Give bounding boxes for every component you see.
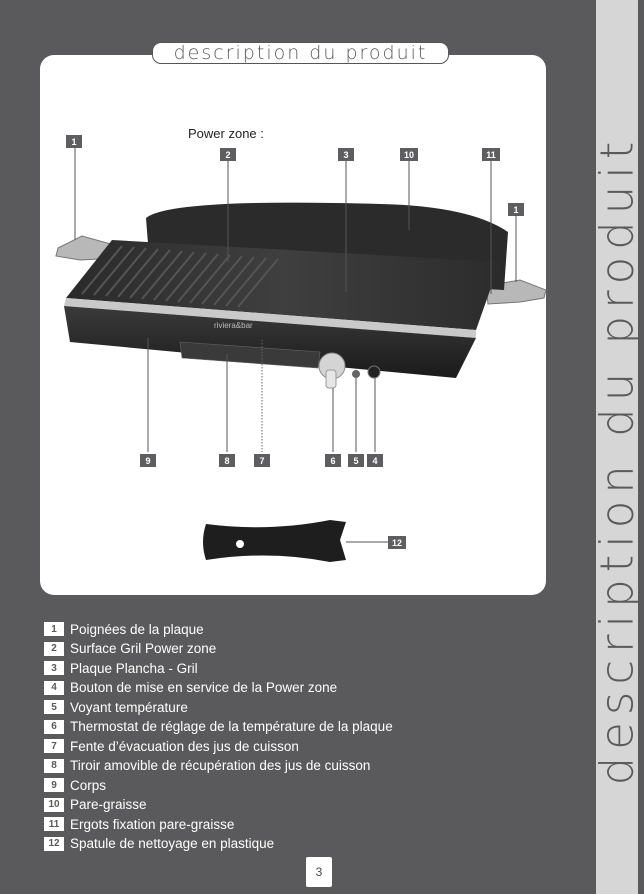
callout-drip-tray: 8 — [219, 454, 235, 467]
legend-number: 4 — [44, 681, 64, 695]
legend-item — [44, 737, 299, 755]
legend-item — [44, 835, 274, 853]
callout-indicator-light: 5 — [348, 454, 364, 467]
legend-text: Pare-graisse — [70, 797, 147, 812]
legend-number: 12 — [44, 837, 64, 851]
legend-text: Thermostat de réglage de la température de la plaque — [70, 719, 393, 734]
legend-item — [44, 640, 216, 658]
callout-handle-right: 1 — [508, 203, 524, 216]
callout-power-switch: 4 — [367, 454, 383, 467]
callout-drain-slot: 7 — [254, 454, 270, 467]
legend-number: 11 — [44, 817, 64, 831]
legend-text: Poignées de la plaque — [70, 621, 204, 637]
callout-spatula: 12 — [388, 536, 406, 549]
legend-item — [44, 718, 393, 736]
legend-text: Tiroir amovible de récupération des jus de cuisson — [70, 758, 371, 773]
power-zone-label: Power zone : — [188, 126, 264, 141]
legend-number: 7 — [44, 739, 64, 753]
legend-number: 5 — [44, 700, 64, 714]
legend-item — [44, 776, 106, 794]
callout-power-zone: 2 — [220, 148, 236, 161]
legend-text: Corps — [70, 777, 107, 793]
side-title: description du produit — [590, 134, 644, 786]
callout-thermostat: 6 — [325, 454, 341, 467]
legend-number: 1 — [44, 622, 64, 636]
legend-text: Spatule de nettoyage en plastique — [70, 836, 275, 851]
legend-text: Bouton de mise en service de la Power zone — [70, 680, 338, 695]
callout-handle-left: 1 — [66, 135, 82, 148]
legend-item — [44, 620, 204, 638]
brand-label: riviera&bar — [214, 321, 253, 330]
legend-item — [44, 659, 198, 677]
legend-item — [44, 796, 147, 814]
legend-number: 10 — [44, 798, 64, 812]
legend-item — [44, 679, 337, 697]
callout-grease-guard: 10 — [400, 148, 418, 161]
legend-text: Surface Gril Power zone — [70, 641, 217, 656]
legend-number: 6 — [44, 720, 64, 734]
legend-item — [44, 757, 370, 775]
legend-number: 8 — [44, 759, 64, 773]
callout-guard-lugs: 11 — [482, 148, 500, 161]
legend-text: Voyant température — [70, 699, 188, 715]
legend-text: Fente d’évacuation des jus de cuisson — [70, 738, 299, 754]
legend-item — [44, 815, 234, 833]
legend-text: Plaque Plancha - Gril — [70, 660, 198, 676]
legend-item — [44, 698, 188, 716]
section-title: description du produit — [152, 42, 449, 64]
legend-number: 3 — [44, 661, 64, 675]
cleaning-spatula — [203, 520, 346, 562]
page-number: 3 — [306, 857, 332, 887]
legend-text: Ergots fixation pare-graisse — [70, 816, 235, 832]
callout-body: 9 — [140, 454, 156, 467]
legend-number: 2 — [44, 642, 64, 656]
legend-number: 9 — [44, 778, 64, 792]
callout-plancha: 3 — [338, 148, 354, 161]
